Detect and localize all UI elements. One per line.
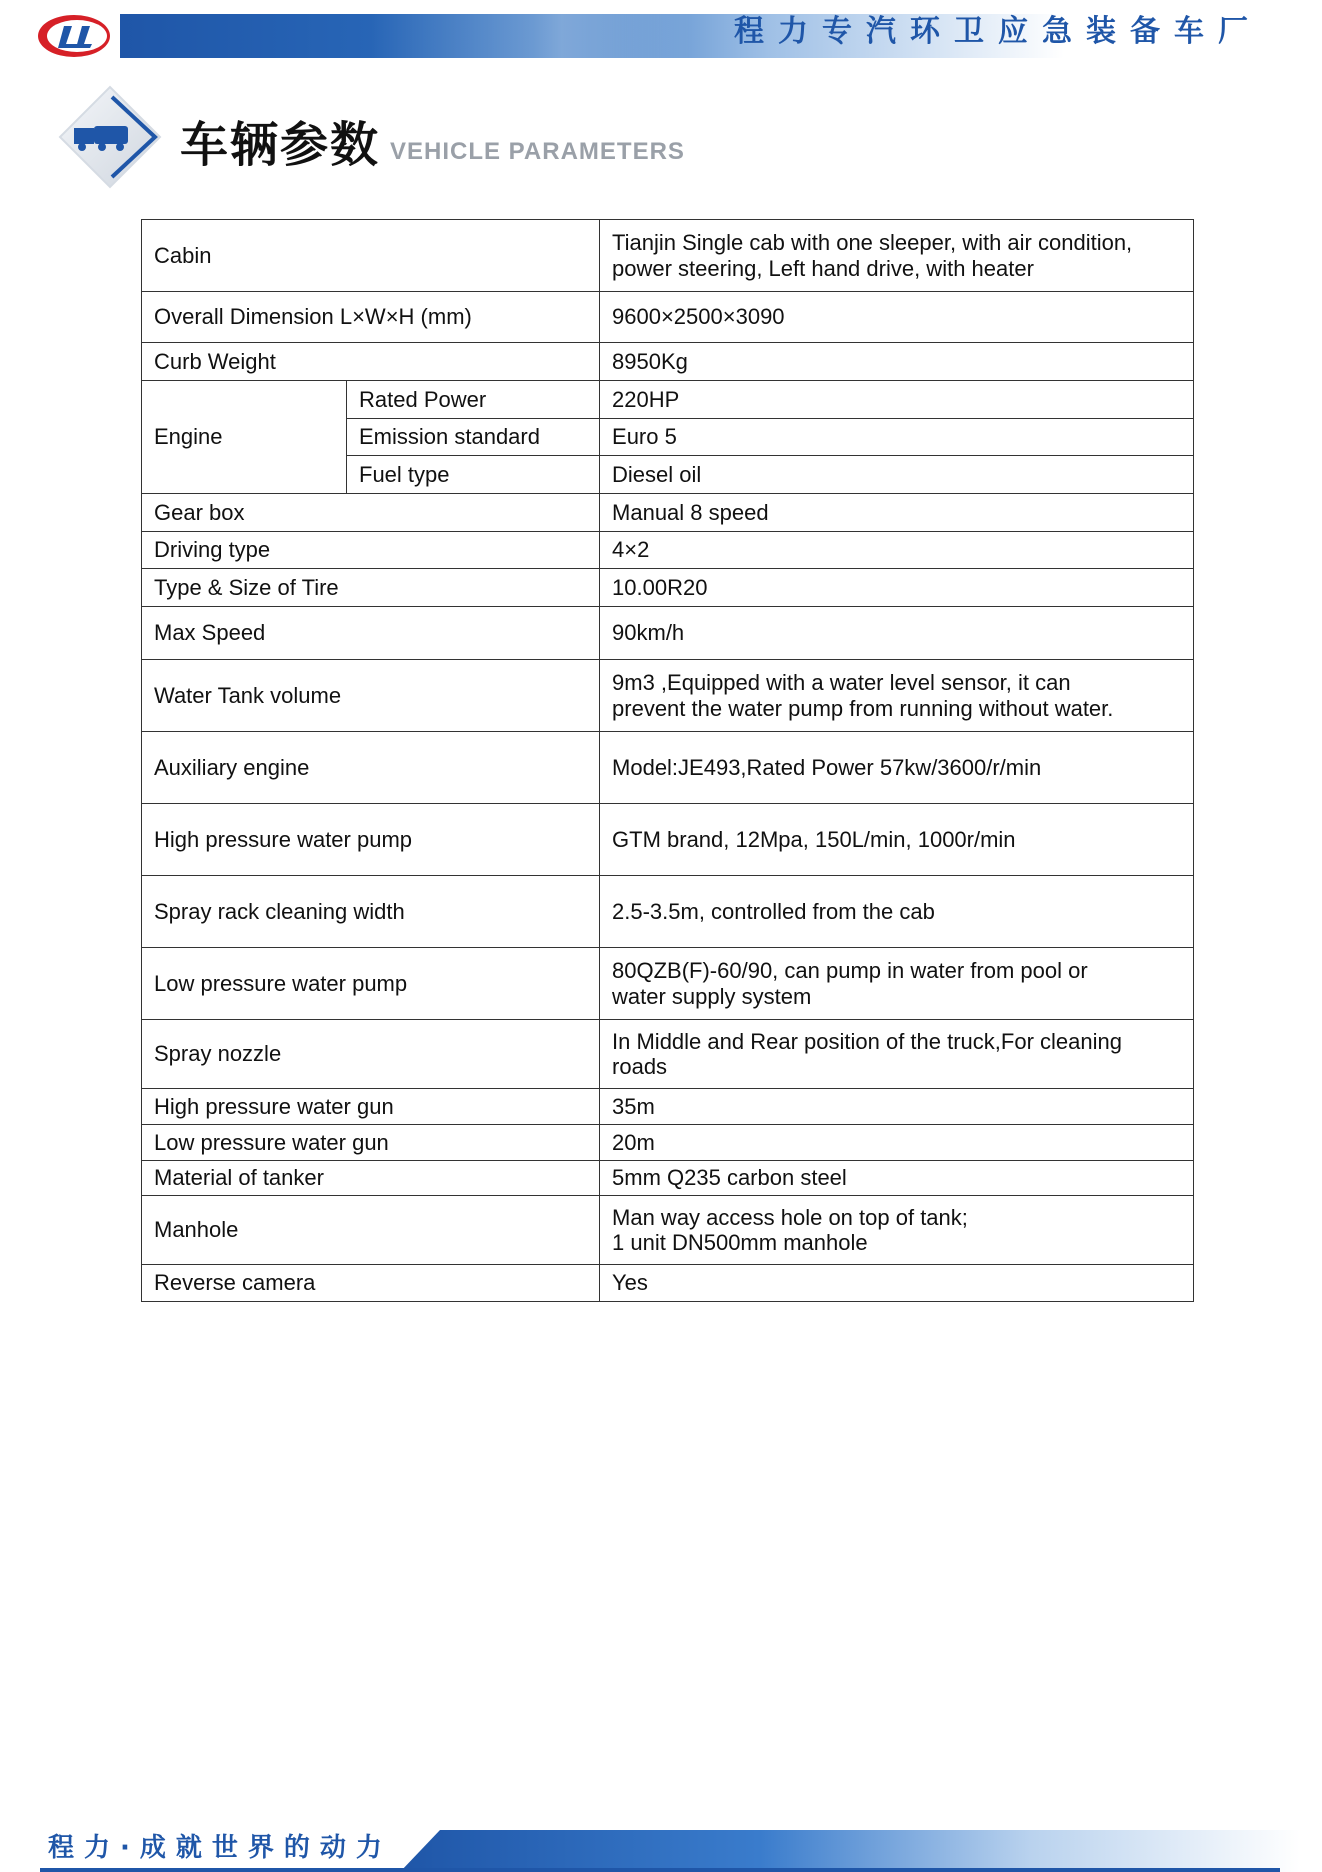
param-label: High pressure water pump <box>142 804 600 876</box>
param-label: Water Tank volume <box>142 660 600 732</box>
param-value <box>600 1196 1194 1265</box>
param-value: 8950Kg <box>600 343 1194 381</box>
table-row <box>142 1161 1194 1196</box>
param-label: Manhole <box>142 1196 600 1265</box>
table-row <box>142 381 1194 419</box>
table-row <box>142 876 1194 948</box>
param-sublabel: Fuel type <box>347 456 600 494</box>
param-label: High pressure water gun <box>142 1089 600 1125</box>
table-row <box>142 607 1194 660</box>
table-row <box>142 1196 1194 1265</box>
table-row <box>142 494 1194 532</box>
section-title: 车辆参数 <box>180 117 381 173</box>
param-value: 35m <box>600 1089 1194 1125</box>
param-sublabel: Rated Power <box>347 381 600 419</box>
value-line: roads <box>612 1054 668 1079</box>
table-row <box>142 1020 1194 1089</box>
param-sublabel: Emission standard <box>347 419 600 456</box>
truck-icon <box>50 82 170 192</box>
page-header <box>0 0 1322 70</box>
value-line: prevent the water pump from running without water. <box>612 695 1114 721</box>
footer-slogan: 程力·成就世界的动力 <box>48 1833 392 1863</box>
param-value: Diesel oil <box>600 456 1194 494</box>
table-row <box>142 1265 1194 1302</box>
value-line: 1 unit DN500mm manhole <box>612 1230 868 1255</box>
value-line: 9m3 ,Equipped with a water level sensor, it can <box>612 670 1071 696</box>
param-value: 10.00R20 <box>600 569 1194 607</box>
table-row <box>142 804 1194 876</box>
footer-divider <box>40 1868 1280 1872</box>
value-line: Man way access hole on top of tank; <box>612 1204 968 1230</box>
table-row <box>142 660 1194 732</box>
value-line: 80QZB(F)-60/90, can pump in water from pool or <box>612 958 1088 984</box>
table-row <box>142 343 1194 381</box>
param-label: Spray rack cleaning width <box>142 876 600 948</box>
param-value: 4×2 <box>600 532 1194 569</box>
vehicle-parameters-table <box>141 219 1194 1302</box>
section-subtitle: VEHICLE PARAMETERS <box>390 138 685 165</box>
param-value: GTM brand, 12Mpa, 150L/min, 1000r/min <box>600 804 1194 876</box>
param-value: 2.5-3.5m, controlled from the cab <box>600 876 1194 948</box>
param-value <box>600 220 1194 292</box>
param-value: Yes <box>600 1265 1194 1302</box>
table-row <box>142 732 1194 804</box>
param-label: Type & Size of Tire <box>142 569 600 607</box>
param-label: Low pressure water gun <box>142 1125 600 1161</box>
param-value <box>600 948 1194 1020</box>
table-row <box>142 532 1194 569</box>
table-row <box>142 948 1194 1020</box>
param-value: 9600×2500×3090 <box>600 292 1194 343</box>
value-line: Tianjin Single cab with one sleeper, with air condition, <box>612 230 1133 256</box>
param-label: Cabin <box>142 220 600 292</box>
param-value: 220HP <box>600 381 1194 419</box>
value-line: power steering, Left hand drive, with heater <box>612 255 1034 281</box>
table-row <box>142 1089 1194 1125</box>
param-value <box>600 660 1194 732</box>
table-row <box>142 220 1194 292</box>
param-label: Auxiliary engine <box>142 732 600 804</box>
param-value: Manual 8 speed <box>600 494 1194 532</box>
param-value <box>600 1020 1194 1089</box>
param-label: Low pressure water pump <box>142 948 600 1020</box>
footer-band <box>400 1830 1300 1872</box>
table-row <box>142 1125 1194 1161</box>
param-value: Euro 5 <box>600 419 1194 456</box>
param-label: Material of tanker <box>142 1161 600 1196</box>
param-value: 20m <box>600 1125 1194 1161</box>
param-label: Overall Dimension L×W×H (mm) <box>142 292 600 343</box>
param-label: Reverse camera <box>142 1265 600 1302</box>
param-label: Driving type <box>142 532 600 569</box>
company-logo-icon <box>34 12 114 60</box>
param-value: Model:JE493,Rated Power 57kw/3600/r/min <box>600 732 1194 804</box>
table-row <box>142 569 1194 607</box>
param-value: 5mm Q235 carbon steel <box>600 1161 1194 1196</box>
param-label: Curb Weight <box>142 343 600 381</box>
value-line: In Middle and Rear position of the truck,For cleaning <box>612 1028 1122 1054</box>
page-footer <box>0 1820 1322 1871</box>
table-row <box>142 292 1194 343</box>
param-value: 90km/h <box>600 607 1194 660</box>
company-name: 程力专汽环卫应急装备车厂 <box>734 14 1262 49</box>
param-label: Gear box <box>142 494 600 532</box>
param-label-engine: Engine <box>142 381 347 494</box>
param-label: Spray nozzle <box>142 1020 600 1089</box>
value-line: water supply system <box>612 983 812 1009</box>
param-label: Max Speed <box>142 607 600 660</box>
